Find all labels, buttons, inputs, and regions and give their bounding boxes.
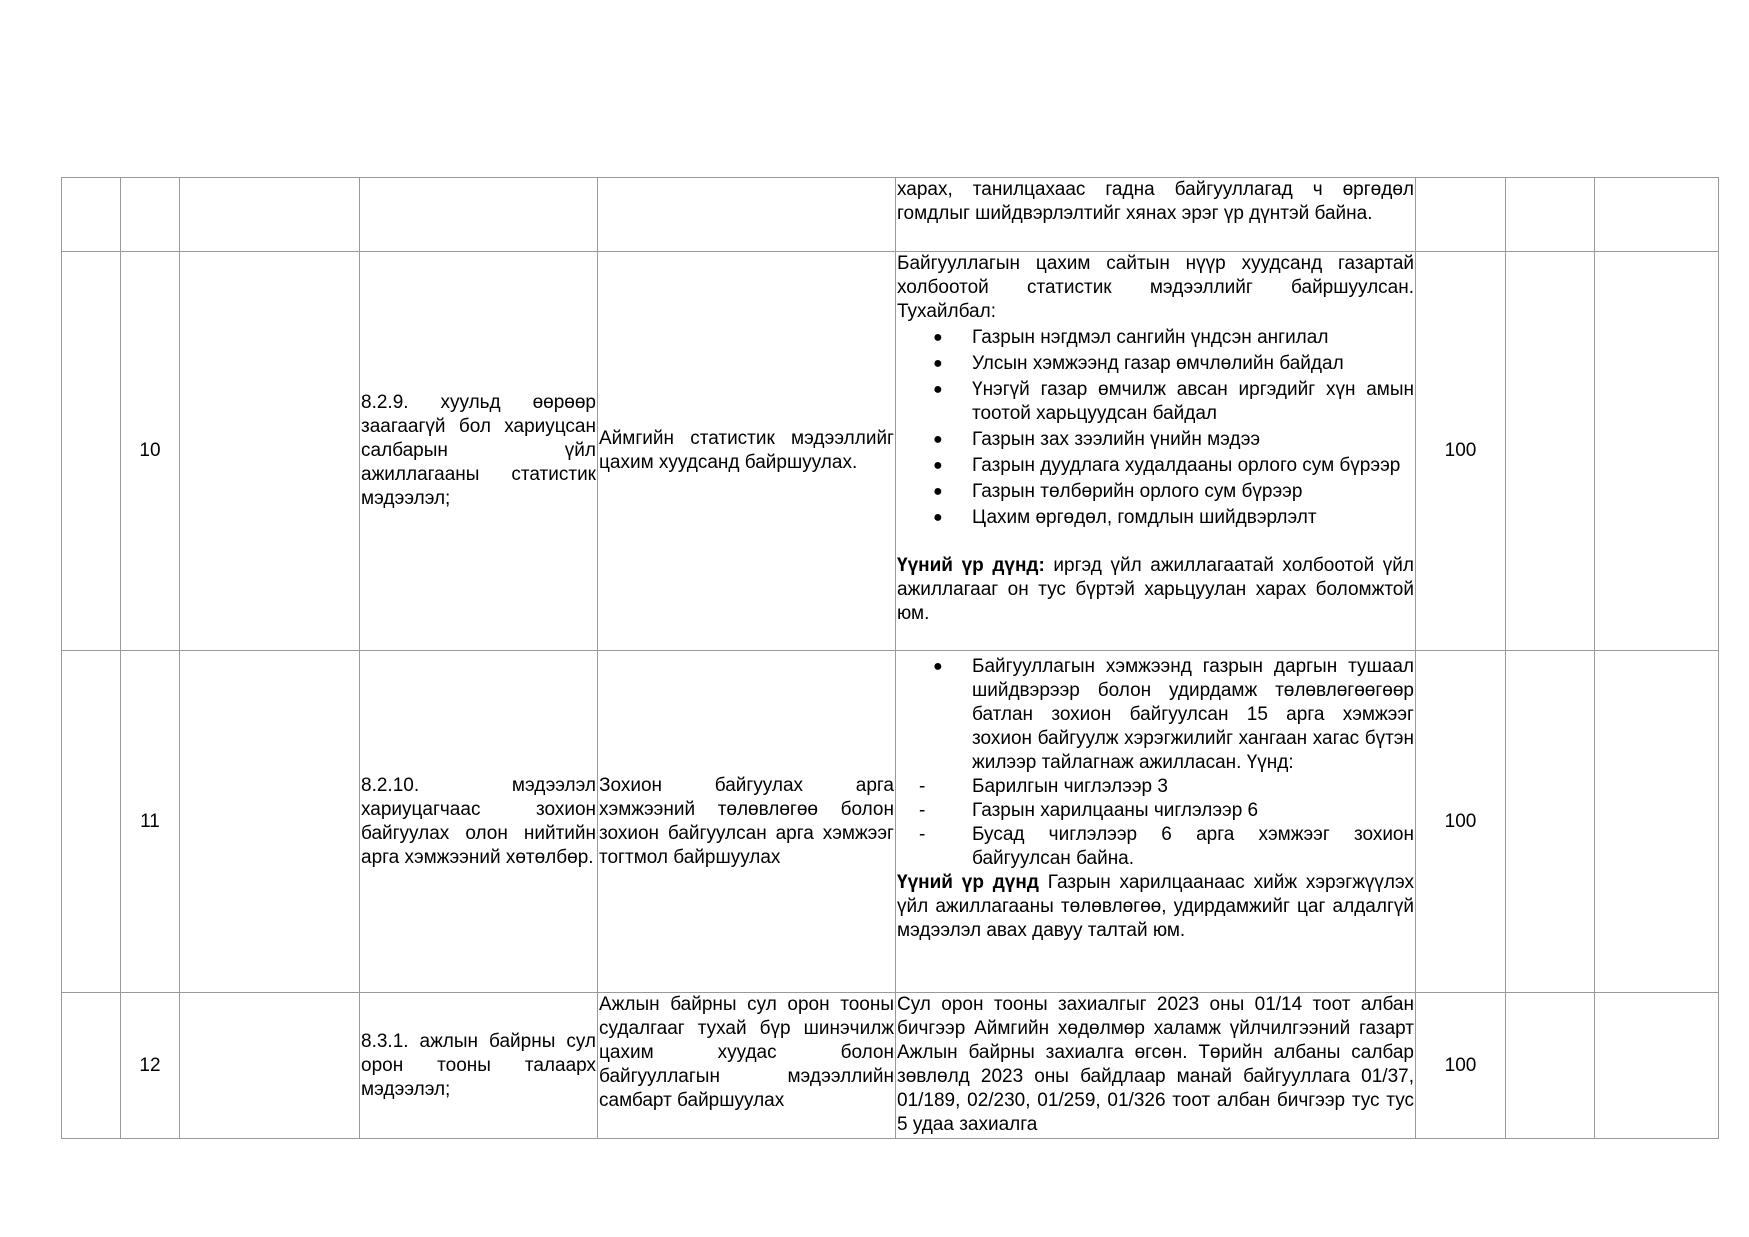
cell-blank xyxy=(62,651,121,993)
result-outcome xyxy=(897,554,1414,626)
list-item: ● Газрын зах зээлийн үнийн мэдээ xyxy=(933,429,1261,450)
cell-result: харах, танилцахаас гадна байгууллагад ч өргөдөл гомдлыг шийдвэрлэлтийг хянах эрэг үр дүнтэй байна. xyxy=(896,178,1416,252)
cell-blank xyxy=(62,178,121,252)
cell-blank xyxy=(1595,993,1719,1139)
bullet-icon: ● xyxy=(933,509,943,526)
result-dash-list xyxy=(897,775,1414,871)
cell-result xyxy=(896,252,1416,651)
table-row xyxy=(62,178,1719,252)
cell-blank xyxy=(180,993,360,1139)
outcome-label: Үүний үр дүнд xyxy=(897,872,1039,893)
list-item: ● Үнэгүй газар өмчилж авсан иргэдийг хүн амын тоотой харьцуудсан байдал xyxy=(933,379,1414,424)
cell-blank xyxy=(1506,993,1595,1139)
bullet-icon: ● xyxy=(933,483,943,500)
cell-activity: Аймгийн статистик мэдээллийг цахим хуудсанд байршуулах. xyxy=(598,252,896,651)
cell-score: 100 xyxy=(1416,252,1506,651)
document-table xyxy=(61,177,1719,1139)
cell-indicator xyxy=(360,178,598,252)
cell-activity: Зохион байгуулах арга хэмжээний төлөвлөгөө болон зохион байгуулсан арга хэмжээг тогтмол байршуулах xyxy=(598,651,896,993)
list-item: ● Газрын төлбөрийн орлого сум бүрээр xyxy=(933,481,1303,502)
cell-blank xyxy=(1595,178,1719,252)
bullet-icon: ● xyxy=(933,381,943,398)
dash-icon: - xyxy=(919,800,926,821)
bullet-icon: ● xyxy=(933,431,943,448)
cell-blank xyxy=(62,993,121,1139)
cell-blank xyxy=(1595,651,1719,993)
outcome-label: Үүний үр дүнд: xyxy=(897,555,1045,576)
cell-result: Сул орон тооны захиалгыг 2023 оны 01/14 тоот албан бичгээр Аймгийн хөдөлмөр халамж үйлчилгээний газарт Ажлын байрны захиалга өгсөн. Төрийн албаны салбар зөвлөлд 2023 оны байдлаар манай байгууллага 01/37, 01/189, 02/230, 01/259, 01/326 тоот албан бичгээр тус тус 5 удаа захиалга xyxy=(896,993,1416,1139)
list-item: - Бусад чиглэлээр 6 арга хэмжээг зохион байгуулсан байна. xyxy=(919,824,1414,869)
cell-blank xyxy=(180,178,360,252)
cell-score: 100 xyxy=(1416,993,1506,1139)
list-item: ● Байгууллагын хэмжээнд газрын даргын тушаал шийдвэрээр болон удирдамж төлөвлөгөөгөөр батлан зохион байгуулсан 15 арга хэмжээг зохион байгуулж хэрэгжилийг хангаан хагас бүтэн жилээр тайлагнаж ажилласан. Үүнд: xyxy=(933,656,1414,773)
cell-activity: Ажлын байрны сул орон тооны судалгааг тухай бүр шинэчилж цахим хуудас болон байгууллагын мэдээллийн самбарт байршуулах xyxy=(598,993,896,1139)
table-row xyxy=(62,651,1719,993)
bullet-icon: ● xyxy=(933,355,943,372)
cell-score xyxy=(1416,178,1506,252)
cell-blank xyxy=(1506,651,1595,993)
cell-result xyxy=(896,651,1416,993)
result-bullet-list xyxy=(897,326,1414,530)
cell-blank xyxy=(1506,252,1595,651)
cell-indicator: 8.2.10. мэдээлэл хариуцагчаас зохион байгуулах олон нийтийн арга хэмжээний хөтөлбөр. xyxy=(360,651,598,993)
bullet-icon: ● xyxy=(933,329,943,346)
list-item: ● Цахим өргөдөл, гомдлын шийдвэрлэлт xyxy=(933,507,1317,528)
cell-blank xyxy=(1595,252,1719,651)
cell-blank xyxy=(180,252,360,651)
result-bullet-list xyxy=(897,655,1414,775)
bullet-icon: ● xyxy=(933,457,943,474)
list-item: ● Газрын нэгдмэл сангийн үндсэн ангилал xyxy=(933,327,1329,348)
cell-indicator: 8.2.9. хуульд өөрөөр заагаагүй бол хариуцсан салбарын үйл ажиллагааны статистик мэдээлэл; xyxy=(360,252,598,651)
table-row xyxy=(62,252,1719,651)
cell-score: 100 xyxy=(1416,651,1506,993)
cell-blank xyxy=(180,651,360,993)
outcome-text: иргэд үйл ажиллагаатай холбоотой үйл ажиллагааг он тус бүртэй харьцуулан харах боломжтой юм. xyxy=(897,555,1414,624)
result-intro: Байгууллагын цахим сайтын нүүр хуудсанд газартай холбоотой статистик мэдээллийг байршуулсан. Тухайлбал: xyxy=(897,253,1414,322)
cell-number: 11 xyxy=(121,651,180,993)
dash-icon: - xyxy=(919,776,926,797)
cell-indicator: 8.3.1. ажлын байрны сул орон тооны талаарх мэдээлэл; xyxy=(360,993,598,1139)
list-item: ● Улсын хэмжээнд газар өмчлөлийн байдал xyxy=(933,353,1344,374)
cell-blank xyxy=(62,252,121,651)
cell-number: 12 xyxy=(121,993,180,1139)
dash-icon: - xyxy=(919,824,926,845)
list-item: ● Газрын дуудлага худалдааны орлого сум бүрээр xyxy=(933,455,1401,476)
cell-number: 10 xyxy=(121,252,180,651)
outcome-text: Газрын харилцаанаас хийж хэрэгжүүлэх үйл ажиллагааны төлөвлөгөө, удирдамжийг цаг алдалгүй мэдээлэл авах давуу талтай юм. xyxy=(897,872,1414,941)
result-outcome xyxy=(897,871,1414,943)
cell-number xyxy=(121,178,180,252)
cell-activity xyxy=(598,178,896,252)
cell-blank xyxy=(1506,178,1595,252)
table-row xyxy=(62,993,1719,1139)
list-item: - Барилгын чиглэлээр 3 xyxy=(919,776,1168,797)
bullet-icon: ● xyxy=(933,658,943,675)
list-item: - Газрын харилцааны чиглэлээр 6 xyxy=(919,800,1259,821)
